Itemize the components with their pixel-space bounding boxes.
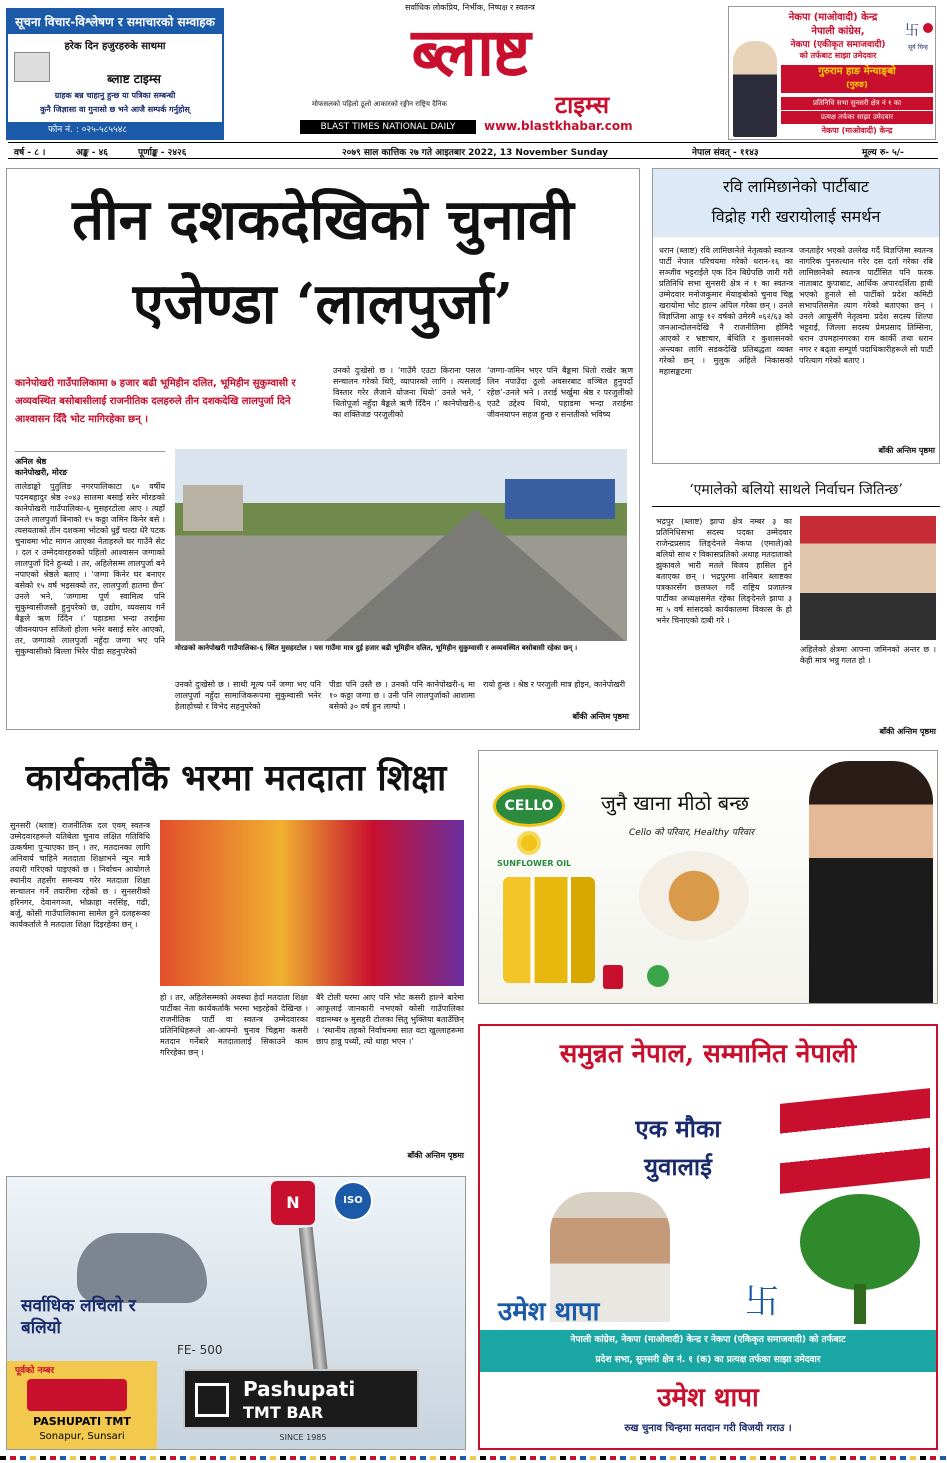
lead-story xyxy=(6,168,640,730)
house-shape xyxy=(183,485,243,531)
promo-phone: फोन नं. : ०२५-५८५५४८ xyxy=(8,122,222,138)
lead-photo xyxy=(175,449,627,641)
info-year: वर्ष - ८ । xyxy=(14,148,46,158)
masthead-logo: ब्लाष्ट xyxy=(411,14,529,91)
candidate-ad-line1: नेकपा (माओवादी) केन्द्र xyxy=(788,12,878,23)
pashupati-brand2: TMT BAR xyxy=(243,1403,324,1422)
bottom-rule xyxy=(0,1456,947,1460)
tree-icon xyxy=(800,1194,920,1324)
swastika-icon: 卐 xyxy=(905,23,919,39)
right-top-headline-2: विद्रोह गरी खरायोलाई समर्थन xyxy=(711,207,881,226)
umesh-ad[interactable] xyxy=(478,1024,938,1450)
candidate-photo xyxy=(733,41,777,137)
umesh-info-band xyxy=(480,1330,936,1372)
road-shape xyxy=(325,509,625,641)
right-top-col1: धरान (ब्लाष्ट) रवि लामिछानेले नेतृत्वको स्वतन्त्र पार्टी नेपाल परिचयमा गरेको धरान-१६ का सञ्जीव भट्टराईले एक दिन बिग्रेपछि जारी गरी प्रतिनिधि सभा सुनसरी क्षेत्र नं १ का स्वतन्त्र उम्मेदवार मनोजकुमार मेयाङ्बोको चुनाव चिह्न खरायोमा भोट हाल्न अपिल गरेका छन् । उनले विज्ञप्तिमा आफू १२ वर्षको उमेरमै ०६२/६३ को जनआन्दोलनदेखि नै राजनीतिमा होमिदै आएको र भ्रष्टाचार, बेथिति र कुशासनको अन्त्यका लागि सडकदेखि प्रतिबद्धता व्यक्त गरेको छन् । मुलुक अहिले निकासको महासङ्कटमा xyxy=(659,246,793,376)
pashupati-brand-icon xyxy=(195,1383,229,1417)
umesh-slogan2: युवालाई xyxy=(644,1152,712,1181)
promo-line1: सूचना विचार-विश्लेषण र समाचारको सम्वाहक xyxy=(8,10,222,34)
candidate-ad-line7: नेकपा (माओवादी) केन्द्र xyxy=(821,126,893,135)
candidate-ad-line4: को तर्फबाट साझा उमेदवार xyxy=(799,51,877,60)
masthead-logo-sub: टाइम्स xyxy=(555,91,610,119)
pashupati-brand-panel xyxy=(183,1369,419,1429)
tree-trunk xyxy=(854,1284,866,1324)
cello-tagline: Cello को परिवार, Healthy परिवार xyxy=(629,828,755,838)
candidate-portrait xyxy=(800,516,936,640)
top-candidate-ad xyxy=(728,6,936,140)
second-continued[interactable]: बाँकी अन्तिम पृष्ठमा xyxy=(407,1151,464,1160)
promo-line2: हरेक दिन हजुरहरुके साथमा xyxy=(64,41,166,52)
right-top-continued[interactable]: बाँकी अन्तिम पृष्ठमा xyxy=(878,446,935,455)
candidate-ad-line5: प्रतिनिधि सभा सुनसरी क्षेत्र नं १ का xyxy=(781,97,933,110)
lead-byline: अनिल श्रेष्ठ xyxy=(15,457,47,466)
second-headline: कार्यकर्ताकै भरमा मतदाता शिक्षा xyxy=(25,757,447,799)
umesh-line1: नेपाली कांग्रेस, नेकपा (माओवादी) केन्द्र र नेकपा (एकिकृत समाजवादी) को तर्फबाट xyxy=(570,1335,846,1345)
second-col3: बैरै टोली घरमा आए पनि भोट कसरी हाल्ने बारेमा आफूलाई जानकारी नभएको कोसी गाउँपालिका वडानम्बर ७ मुसहरी टोलका सितु भुक्तिया बताउँछिन् । ‘स्थानीय तहको निर्वाचनमा सात वटा खुल्लाहरूमा छाप हान्नु पर्थ्यो, त्यो थाहा भएन ।’ xyxy=(316,993,464,1046)
lead-col1: तालेडाङ्को पुतुलिङ नगरपालिकाटा ६० वर्षीय पदमबहादुर श्रेष्ठ २०४३ सालमा बसाई सरेर मोरङको कानेपोखरी गाउँपालिका-६ मुसहरटोला आए । त्यहाँ उनले लालपुर्जा बिनाको १५ कठ्ठा जमिन किनेर बसे । त्यसयताको तीन दशकमा भोटको धुइँ चल्दा धेरै पटक चुनावमा भोट मागन आएका नेताहरुले घर गाउँनै सेट । दल र उम्मेदवारहरुको पहिलो आश्वासन जग्गाको लालपुर्जा दिने हुन्थ्यो । तर, अहिलेसम्म लालपुर्जा बने नपाएको श्रेष्ठले बताए । ‘जग्गा किनेर घर बनाएर बसेको १५ वर्ष भइसक्यो तर, लालपुर्जा हातमा छैन’ उनले भने, ‘जग्गामा पूर्ण स्वामित्व पनि सुकुम्वासीजस्तै हुनुपरेको छ, उद्योग, व्यवसाय गर्ने बैङ्कले ऋण दिँदैन ।’ पहाडमा भन्दा तराईमा जीवनयापन सजिलो होला भनेर बसाई सरेर आएको, तर, जग्गाको लालपुर्जा नहुँदा जग्गा भए पनि सुकुम्वासीको बिल्ला भिरेर पीडा सहनुपरेको xyxy=(15,482,165,656)
cello-logo xyxy=(493,785,565,827)
cello-brand: CELLO xyxy=(504,798,554,814)
pashupati-brand1: Pashupati xyxy=(243,1377,356,1401)
lead-headline-1: तीन दशकदेखिको चुनावी xyxy=(72,187,574,253)
cello-ad[interactable] xyxy=(478,750,938,1004)
candidate-ad-line3: नेकपा (एकीकृत समाजवादी) xyxy=(790,40,886,50)
info-price: मूल्य रु- ५/- xyxy=(862,148,904,158)
masthead-website[interactable]: www.blastkhabar.com xyxy=(484,119,633,133)
pashupati-grade: FE- 500 xyxy=(177,1343,223,1357)
right-top-headline-1: रवि लामिछानेको पार्टीबाट xyxy=(723,177,869,196)
info-total: पूर्णाङ्क - २४२६ xyxy=(138,148,187,158)
elephant-icon xyxy=(77,1233,207,1303)
lead-bottom2: पीडा पनि उस्तै छ । उनको पनि कानेपोखरी-६ मा १० कठ्ठा जग्गा छ । उनी पनि लालपुर्जाको आशामा बसेको ३० वर्ष हुन लाग्यो । xyxy=(329,680,475,711)
masthead xyxy=(0,0,947,158)
right-mid-body: भद्रपुर (ब्लाष्ट) झापा क्षेत्र नम्बर ३ का प्रतिनिधिसभा सदस्य पदका उम्मेदवार राजेन्द्रप्रसाद लिङ्देनले नेकपा (एमाले)को बलियो साथ र विकासप्रतिको अथाह मतदाताको झुकावले भारी मतले विजय हासिल हुने बताएका छन् । भद्रपुरमा शनिबार ब्लाष्टका पत्रकारसँग छलफल गर्दै राष्ट्रिय प्रजातन्त्र पार्टीका अध्यक्षसमेत रहेका लिङ्देनले झापा ३ मा ५ वर्ष सांसदको कार्यकालमा विकास के हो भनेर चिनाएको दाबी गरे । xyxy=(656,517,792,625)
candidate-name: गुरुराम हाङ मेन्याङ्बो xyxy=(818,66,896,77)
cello-headline: जुनै खाना मीठो बन्छ xyxy=(601,791,749,815)
umesh-line3: रुख चुनाव चिन्हमा मतदान गरी विजयी गराउ । xyxy=(624,1423,792,1434)
pashupati-location: Sonapur, Sunsari xyxy=(39,1431,125,1442)
promo-line3: ग्राहक बन्न चाहानु हुन्छ या पत्रिका सम्बन्धी xyxy=(54,91,176,100)
sunflower-icon xyxy=(517,831,541,855)
oil-bottles xyxy=(503,877,595,983)
candidate-name-bar xyxy=(781,65,933,93)
promo-line4: कुनै जिज्ञासा वा गुनासो छ भने आजै सम्पर्क गर्नुहोस् xyxy=(40,105,190,114)
badge-icon xyxy=(603,965,623,989)
pashupati-company: PASHUPATI TMT xyxy=(33,1415,131,1428)
candidate-name-sub: (गुरुङ) xyxy=(846,80,868,89)
umesh-slogan1: एक मौका xyxy=(635,1114,721,1143)
lead-place: कानेपोखरी, मोरङ xyxy=(15,468,68,477)
right-top-story xyxy=(652,168,940,464)
right-top-col2: जनताहेर भएको उल्लेख गर्दै विज्ञप्तिमा स्वतन्त्र नागरिक पुनरुत्थान गरेर दस दर्ता गरेका रबि लामिछानेको स्वतन्त्र पार्टीसित पनि फरक नाताबाट कुपाबाट, आर्थिक अपारदर्शिता हावी भएको हुनाले सो पार्टीको प्रदेश कमिटी सभापतिसमेत त्याग गरेको बताएका छन् । उनले आफूसँगै नेतृत्वमा प्रदेश सदस्य शिल्पा भट्टराई, जिल्ला सदस्य प्रेमप्रसाद तिम्सिना, धरान उपमहानगरका राम कार्की तथा धरान नगर र बढ्ता सम्पूर्ण पदाधिकारीहरूले सो पार्टी परित्याग गरेको बताए । xyxy=(799,246,933,365)
umesh-line2: प्रदेश सभा, सुनसरी क्षेत्र नं. १ (क) का प्रत्यक्ष तर्फका साझा उमेदवार xyxy=(595,1355,821,1365)
masthead-rule xyxy=(8,142,938,143)
umesh-name: उमेश थापा xyxy=(498,1297,600,1327)
newspaper-icon xyxy=(14,52,50,82)
second-photo xyxy=(160,820,464,986)
sun-caption: सूर्य चिन्ह xyxy=(908,44,928,51)
lead-photo-caption: मोरङको कानेपोखरी गाउँपालिका-६ स्थित मुसहरटोल । यस गाउँमा मात्र दुई हजार बढी भूमिहीन दलित, भूमिहीन सुकुम्वासी र अव्यवस्थित बसोबासी रहेका छन् । xyxy=(175,644,578,652)
umesh-name2: उमेश थापा xyxy=(657,1383,759,1413)
house-shape-2 xyxy=(505,479,615,519)
right-mid-headline: ‘एमालेको बलियो साथले निर्वाचन जितिन्छ’ xyxy=(689,482,903,498)
woman-model xyxy=(809,761,933,1003)
right-mid-rule xyxy=(652,506,940,507)
lead-byline-box xyxy=(15,451,165,478)
masthead-english-name: BLAST TIMES NATIONAL DAILY xyxy=(300,120,476,134)
promo-brand: ब्लाष्ट टाइम्स xyxy=(107,72,161,86)
info-nepal-samvat: नेपाल संवत् - ११४३ xyxy=(692,148,759,158)
info-date: २०७९ साल कात्तिक २७ गते आइतबार 2022, 13 November Sunday xyxy=(341,148,609,158)
pashupati-headline: सर्वाधिक लचिलो र बलियो xyxy=(21,1296,136,1338)
food-plate xyxy=(639,851,749,941)
masthead-rule-bottom xyxy=(8,158,938,159)
lead-col3: ‘जग्गा-जमिन भएर पनि बैङ्कमा धितो राखेर ऋण लिन नपाउँदा ठूलो अवसरबाट वञ्चित हुनुपर्दो रहेछ’-उनले भने । तराई भर्खुमा श्रेष्ठ र परजुलीको एउटै उद्देश्य थियो, पहाडमा भन्दा तराईमा जीवनयापन सहज हुन्छ र सन्ततीको भविष्य xyxy=(487,366,633,419)
lead-col2: उनको दुःखेसो छ । ‘गाउँमै एउटा किराना पसल सन्चालन गरेको थिएँ, व्यापारको लागि । त्यसलाई विस्तार गरेर लैजाने योजना थियो’ उनले भने, ‘ धितोपूर्जा नहुँदा बैङ्कले ऋणै दिँदैन ।’ कानेपोखरी-६ का शक्तिजङ परजुलीको xyxy=(333,366,481,419)
lead-headline-2: एजेण्डा ‘लालपुर्जा’ xyxy=(132,271,514,337)
cello-product: SUNFLOWER OIL xyxy=(497,859,572,868)
steel-bar xyxy=(299,1227,330,1388)
second-col1: सुनसरी (ब्लाष्ट) राजनीतिक दल एवम् स्वतन्त्र उम्मेदवारहरूले यतिबेला चुनाव लक्षित गतिविधि उत्कर्षमा पुऱ्याएका छन् । तर, मतदानका लागि अनिवार्य चाहिने मतदाता शिक्षाभने न्यून मात्रै तयारी गरिएको पाइएको छ । निर्वाचन आयोगले स्थानीय तहसँग समन्वय गरेर मतदाता शिक्षा सन्चालन गर्ने तयारीमा रहेको छ । सुनसरीको हरिनगर, देवानगञ्ज, भोक्राहा नरसिंह, गढी, बर्जु, कोसी गाउँपालिकामा सामेल हुने दलहरूका कार्यकर्ताले नै मतदाता शिक्षा दिइरहेका छन् । xyxy=(10,821,150,929)
right-mid-story xyxy=(652,476,940,738)
lead-bottom3: रायो हुन्छ । श्रेष्ठ र परजुली मात्र होइन, कानेपोखरी xyxy=(483,680,626,689)
pashupati-logo-icon: N xyxy=(271,1181,315,1225)
iso-badge xyxy=(333,1181,373,1221)
swastika-icon: 卐 xyxy=(745,1282,779,1322)
badge-icon-2 xyxy=(647,965,669,987)
right-mid-caption: अहिलेको क्षेत्रमा आफ्ना जमिनको अन्तर छ । केही मात्र भन्नु गलत हो । xyxy=(800,645,936,665)
iso-text: ISO xyxy=(343,1195,363,1206)
lead-bottom1: उनको दुःखेसो छ । साथी मूल्य पर्ने जग्गा भए पनि लालपुर्जा नहुँदा सामाजिकरूपमा सुकुम्वासी भनेर हेलाहोच्यो र विभेद सहनुपरेको xyxy=(175,680,321,711)
lead-deck: कानेपोखरी गाउँपालिकामा ७ हजार बढी भूमिहीन दलित, भूमिहीन सुकुम्वासी र अव्यवस्थित बसोबासीलाई राजनीतिक दलहरुले तीन दशकदेखि लालपुर्जा दिने आश्वासन दिँदै भोट मागिरहेका छन् । xyxy=(15,378,296,425)
second-story xyxy=(6,748,466,1168)
pashupati-badge: पूर्वको नम्बर xyxy=(15,1366,55,1376)
pashupati-badge-panel xyxy=(7,1361,157,1450)
info-issue: अङ्क - ४६ xyxy=(76,148,108,158)
second-col2: हो । तर, अहिलेसम्मको अवस्था हेर्दा मतदाता शिक्षा पार्टीका नेता कार्यकर्ताकै भरमा भइरहेको देखिन्छ । राजनीतिक पार्टी वा स्वतन्त्र उम्मेदवारका प्रतिनिधिहरूले आ-आफ्नो चुनाव चिह्नमा कसरी मतदान गर्नेबारे मतदातालाई सिकाउने काम गरिरहेका छन् । xyxy=(160,993,308,1057)
umesh-headline: समुन्नत नेपाल, सम्मानित नेपाली xyxy=(559,1039,857,1069)
pashupati-ad[interactable] xyxy=(6,1176,466,1450)
nepal-map-icon xyxy=(27,1379,127,1411)
promo-box xyxy=(6,8,224,140)
flag-icon xyxy=(780,1088,930,1194)
sun-symbol-icon xyxy=(923,23,933,33)
masthead-subtitle: मोफसलको पहिलो ठूलो आकारको रङ्गीन राष्ट्रिय दैनिक xyxy=(312,100,447,108)
tree-crown xyxy=(800,1194,920,1290)
lead-continued[interactable]: बाँकी अन्तिम पृष्ठमा xyxy=(572,712,629,721)
pashupati-since: SINCE 1985 xyxy=(279,1433,327,1442)
candidate-ad-line6: प्रत्यक्ष तर्फका साझा उमेदवार xyxy=(781,111,933,124)
masthead-tagline: सर्वाधिक लोकप्रिय, निर्भीक, निष्पक्ष र स्वतन्त्र xyxy=(405,3,535,12)
candidate-ad-line2: नेपाली कांग्रेस, xyxy=(811,26,865,37)
right-mid-continued[interactable]: बाँकी अन्तिम पृष्ठमा xyxy=(879,727,936,736)
